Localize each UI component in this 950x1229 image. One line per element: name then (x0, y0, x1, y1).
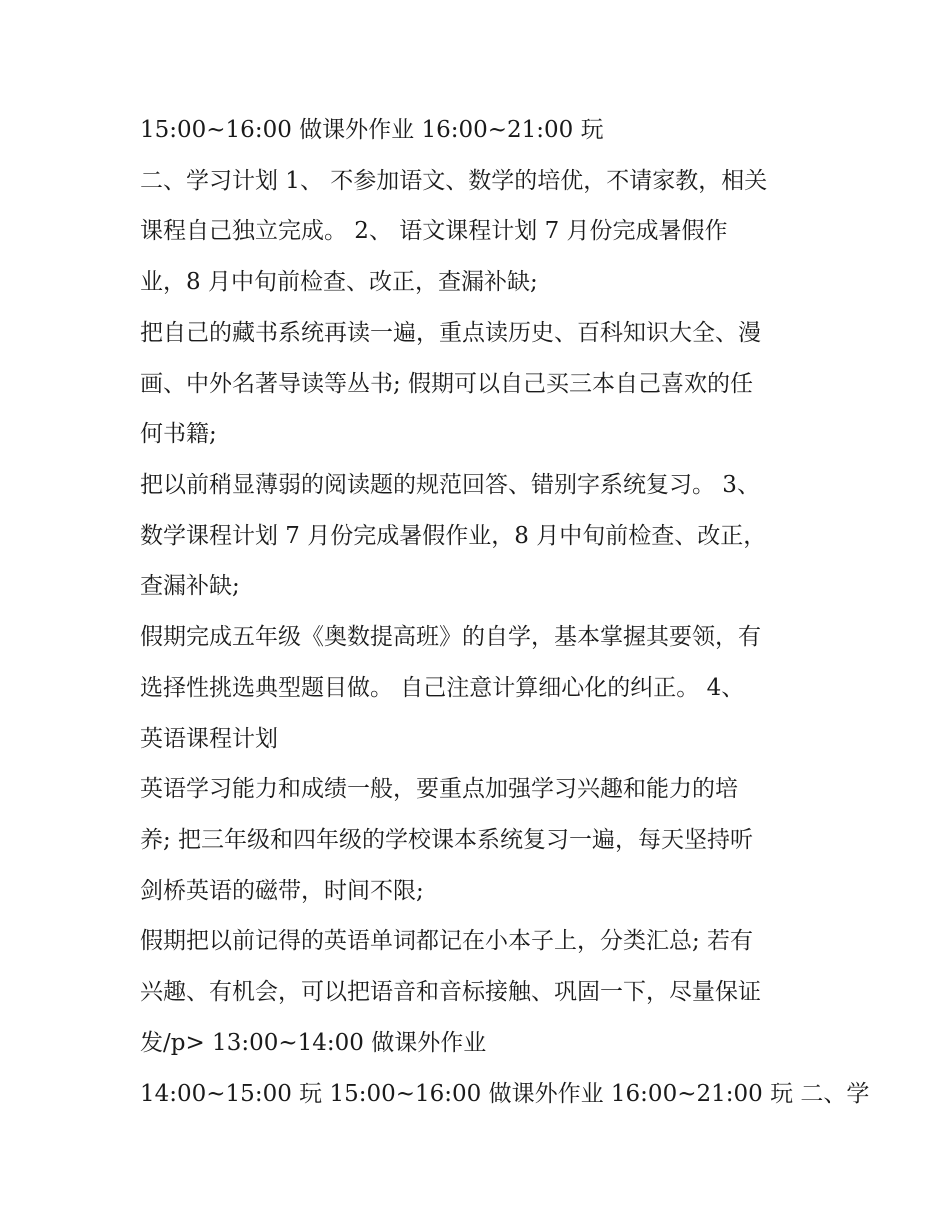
text-line: 数学课程计划 7 月份完成暑假作业，8 月中旬前检查、改正， (140, 523, 767, 549)
text-line: 养; 把三年级和四年级的学校课本系统复习一遍，每天坚持听 (140, 827, 754, 853)
text-line: 剑桥英语的磁带，时间不限; (140, 878, 424, 904)
text-line: 何书籍; (140, 421, 217, 447)
text-line: 发/p> 13:00~14:00 做课外作业 (140, 1030, 487, 1056)
text-line: 业，8 月中旬前检查、改正，查漏补缺; (140, 269, 538, 295)
text-line: 查漏补缺; (140, 573, 240, 599)
text-line: 假期完成五年级《奥数提高班》的自学，基本掌握其要领，有 (140, 624, 761, 650)
text-line: 把以前稍显薄弱的阅读题的规范回答、错别字系统复习。 3、 (140, 472, 760, 498)
text-line: 15:00~16:00 做课外作业 16:00~21:00 玩 (140, 117, 604, 143)
text-line: 兴趣、有机会，可以把语音和音标接触、巩固一下，尽量保证 (140, 979, 761, 1005)
text-line: 14:00~15:00 玩 15:00~16:00 做课外作业 16:00~21:00 玩 二、学 (140, 1081, 870, 1107)
text-line: 选择性挑选典型题目做。 自己注意计算细心化的纠正。 4、 (140, 675, 745, 701)
text-line: 画、中外名著导读等丛书; 假期可以自己买三本自己喜欢的任 (140, 371, 754, 397)
text-line: 假期把以前记得的英语单词都记在小本子上，分类汇总; 若有 (140, 928, 754, 954)
text-line: 英语学习能力和成绩一般，要重点加强学习兴趣和能力的培 (140, 776, 738, 802)
text-line: 把自己的藏书系统再读一遍，重点读历史、百科知识大全、漫 (140, 320, 761, 346)
text-line: 英语课程计划 (140, 726, 278, 752)
text-line: 课程自己独立完成。 2、 语文课程计划 7 月份完成暑假作 (140, 218, 728, 244)
text-line: 二、学习计划 1、 不参加语文、数学的培优，不请家教，相关 (140, 168, 768, 194)
